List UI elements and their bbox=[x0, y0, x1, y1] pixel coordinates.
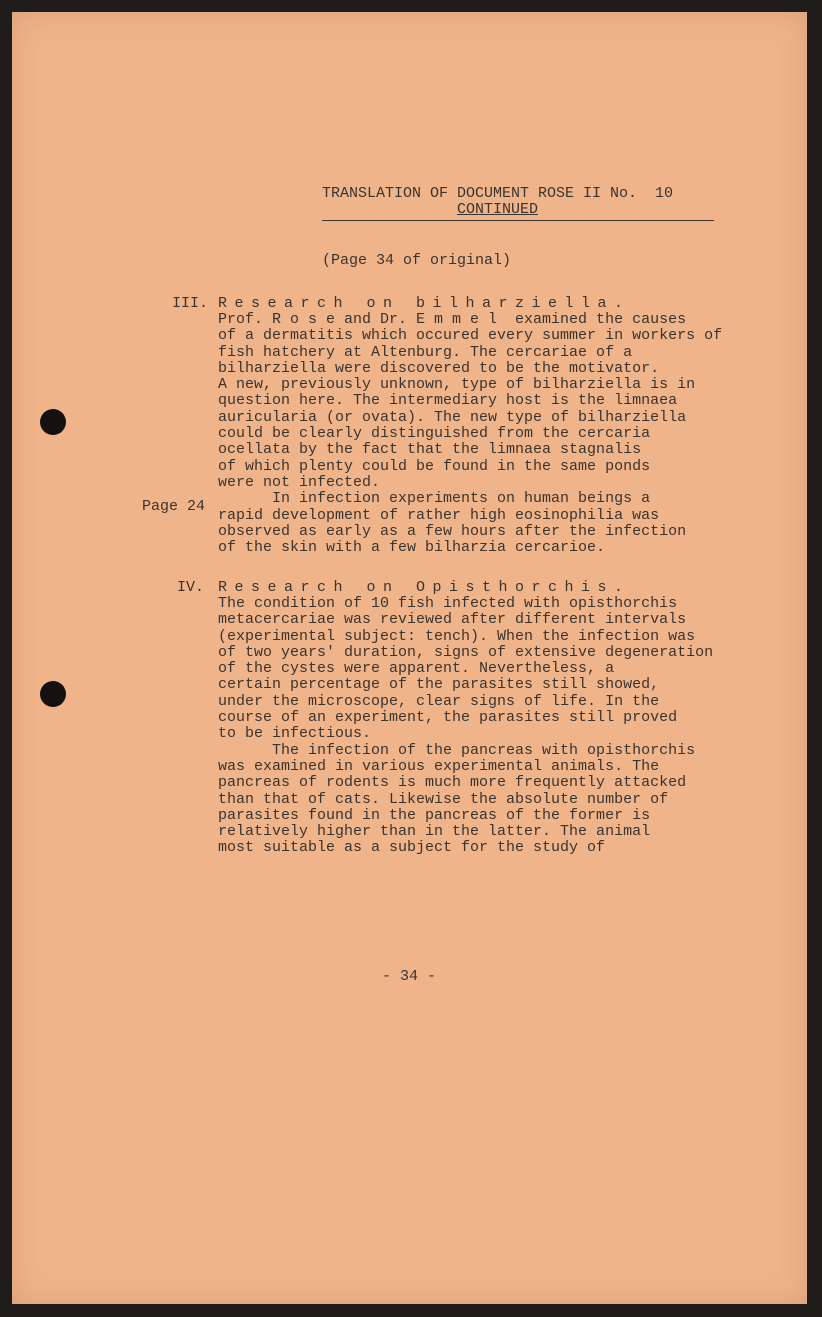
text-line: fish hatchery at Altenburg. The cercariae of a bbox=[218, 343, 633, 361]
punch-hole-upper bbox=[40, 409, 66, 435]
document-page bbox=[12, 12, 807, 1304]
page-reference: (Page 34 of original) bbox=[322, 252, 512, 269]
section-body-iii bbox=[218, 312, 722, 556]
text-line: was examined in various experimental animals. The bbox=[218, 757, 660, 775]
header-title: TRANSLATION OF DOCUMENT ROSE II No. 10 bbox=[322, 185, 674, 202]
page-number-footer: - 34 - bbox=[382, 968, 437, 985]
text-line: under the microscope, clear signs of life. In the bbox=[218, 692, 660, 710]
section-number-iv: IV. bbox=[177, 579, 205, 596]
text-line: of a dermatitis which occured every summer in workers of bbox=[218, 327, 723, 345]
text-line: metacercariae was reviewed after different intervals bbox=[218, 611, 687, 629]
text-line: certain percentage of the parasites still showed, bbox=[218, 676, 660, 694]
text-line: of two years' duration, signs of extensive degeneration bbox=[218, 643, 714, 661]
text-line: to be infectious. bbox=[218, 725, 372, 743]
header-rule bbox=[322, 220, 714, 221]
section-heading-iv: Research on Opisthorchis. bbox=[218, 579, 631, 596]
text-line: ocellata by the fact that the limnaea stagnalis bbox=[218, 441, 642, 459]
text-line: The condition of 10 fish infected with opisthorchis bbox=[218, 595, 678, 612]
text-line: relatively higher than in the latter. The animal bbox=[218, 823, 651, 841]
text-line: course of an experiment, the parasites still proved bbox=[218, 709, 678, 727]
text-line: observed as early as a few hours after the infection bbox=[218, 522, 687, 540]
document-header bbox=[322, 186, 714, 218]
text-line: were not infected. bbox=[218, 473, 381, 491]
text-line: rapid development of rather high eosinophilia was bbox=[218, 506, 660, 524]
text-line: most suitable as a subject for the study of bbox=[218, 839, 606, 857]
text-line: bilharziella were discovered to be the motivator. bbox=[218, 359, 660, 377]
punch-hole-lower bbox=[40, 681, 66, 707]
section-number-iii: III. bbox=[172, 295, 209, 312]
margin-note: Page 24 bbox=[142, 498, 206, 515]
section-body-iv bbox=[218, 596, 713, 857]
section-heading-iii: Research on bilharziella. bbox=[218, 295, 631, 312]
text-line: auricularia (or ovata). The new type of bilharziella bbox=[218, 408, 687, 426]
text-line: A new, previously unknown, type of bilharziella is in bbox=[218, 376, 696, 394]
text-line: The infection of the pancreas with opisthorchis bbox=[218, 741, 696, 759]
text-line: (experimental subject: tench). When the infection was bbox=[218, 627, 696, 645]
header-continued: CONTINUED bbox=[457, 201, 539, 218]
text-line: question here. The intermediary host is the limnaea bbox=[218, 392, 678, 410]
text-line: parasites found in the pancreas of the former is bbox=[218, 806, 651, 824]
text-line: pancreas of rodents is much more frequently attacked bbox=[218, 774, 687, 792]
text-line: could be clearly distinguished from the cercaria bbox=[218, 425, 651, 443]
text-line: of the skin with a few bilharzia cercarioe. bbox=[218, 539, 606, 557]
text-line: Prof. R o s e and Dr. E m m e l examined the causes bbox=[218, 311, 687, 328]
text-line: of which plenty could be found in the same ponds bbox=[218, 457, 651, 475]
text-line: In infection experiments on human beings a bbox=[218, 490, 651, 508]
text-line: than that of cats. Likewise the absolute number of bbox=[218, 790, 669, 808]
text-line: of the cystes were apparent. Nevertheless, a bbox=[218, 660, 615, 678]
